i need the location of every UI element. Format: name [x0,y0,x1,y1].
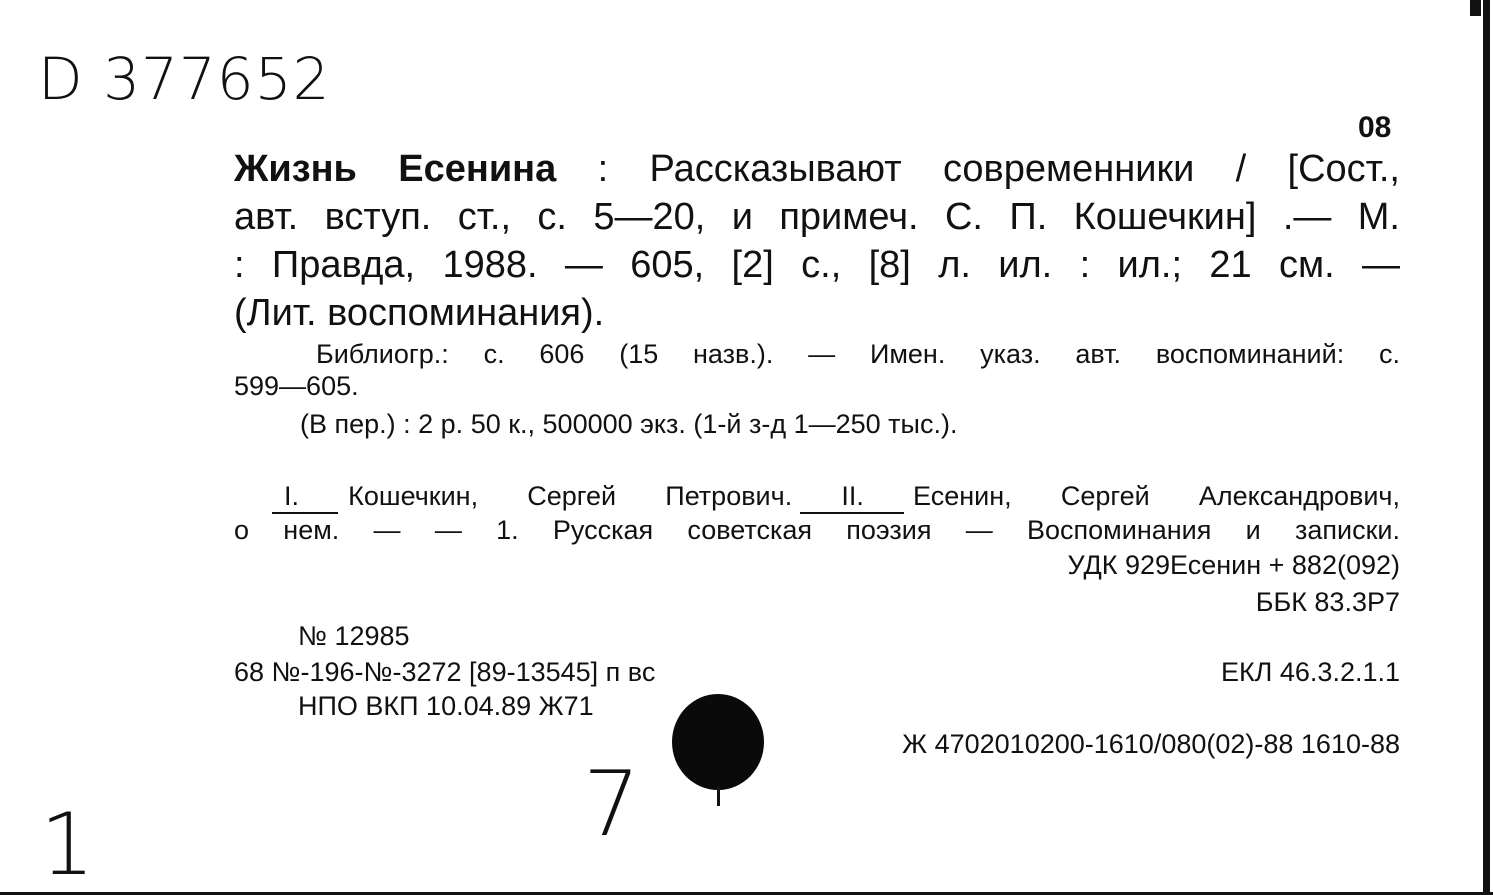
udk-code: УДК 929Есенин + 882(092) [1067,550,1400,580]
title-statement: : Рассказывают современники / [Сост., [556,148,1400,190]
corner-code: 08 [1358,111,1392,144]
handwritten-one: 1 [40,795,95,895]
bibliography-note-continued: 599—605. [234,371,359,401]
card-edge-right [1481,0,1493,895]
subjects-line: I. Кошечкин, Сергей Петрович. II. Есенин, Сергей Александрович, [284,481,1400,511]
handwritten-seven: 7 [583,752,641,857]
title-line [234,146,1400,192]
bbk-code: ББК 83.3Р7 [1255,587,1400,617]
subjects-line-continued: о нем. — — 1. Русская советская поэзия — Воспоминания и записки. [234,515,1400,545]
ink-blot [672,694,764,790]
shelf-mark: D 377652 [38,45,331,113]
book-title: Жизнь Есенина [234,148,557,190]
card-number: № 12985 [298,621,410,651]
index-code: Ж 4702010200-1610/080(02)-88 1610-88 [902,729,1400,759]
price-note: (В пер.) : 2 р. 50 к., 500000 экз. (1-й з-д 1—250 тыс.). [300,409,958,439]
imprint-line: : Правда, 1988. — 605, [2] с., [8] л. ил. : ил.; 21 см. — [234,244,1400,286]
responsibility-line: авт. вступ. ст., с. 5—20, и примеч. С. П. Кошечкин] .— М. [234,196,1400,238]
series-line: (Лит. воспоминания). [234,292,605,334]
control-numbers: 68 №-196-№-3272 [89-13545] п вс [234,657,656,687]
bibliography-note: Библиогр.: с. 606 (15 назв.). — Имен. указ. авт. воспоминаний: с. [316,339,1400,369]
ink-blot-tail [717,786,720,806]
ekl-code: ЕКЛ 46.3.2.1.1 [1220,657,1400,687]
npo-line: НПО ВКП 10.04.89 Ж71 [298,691,594,721]
